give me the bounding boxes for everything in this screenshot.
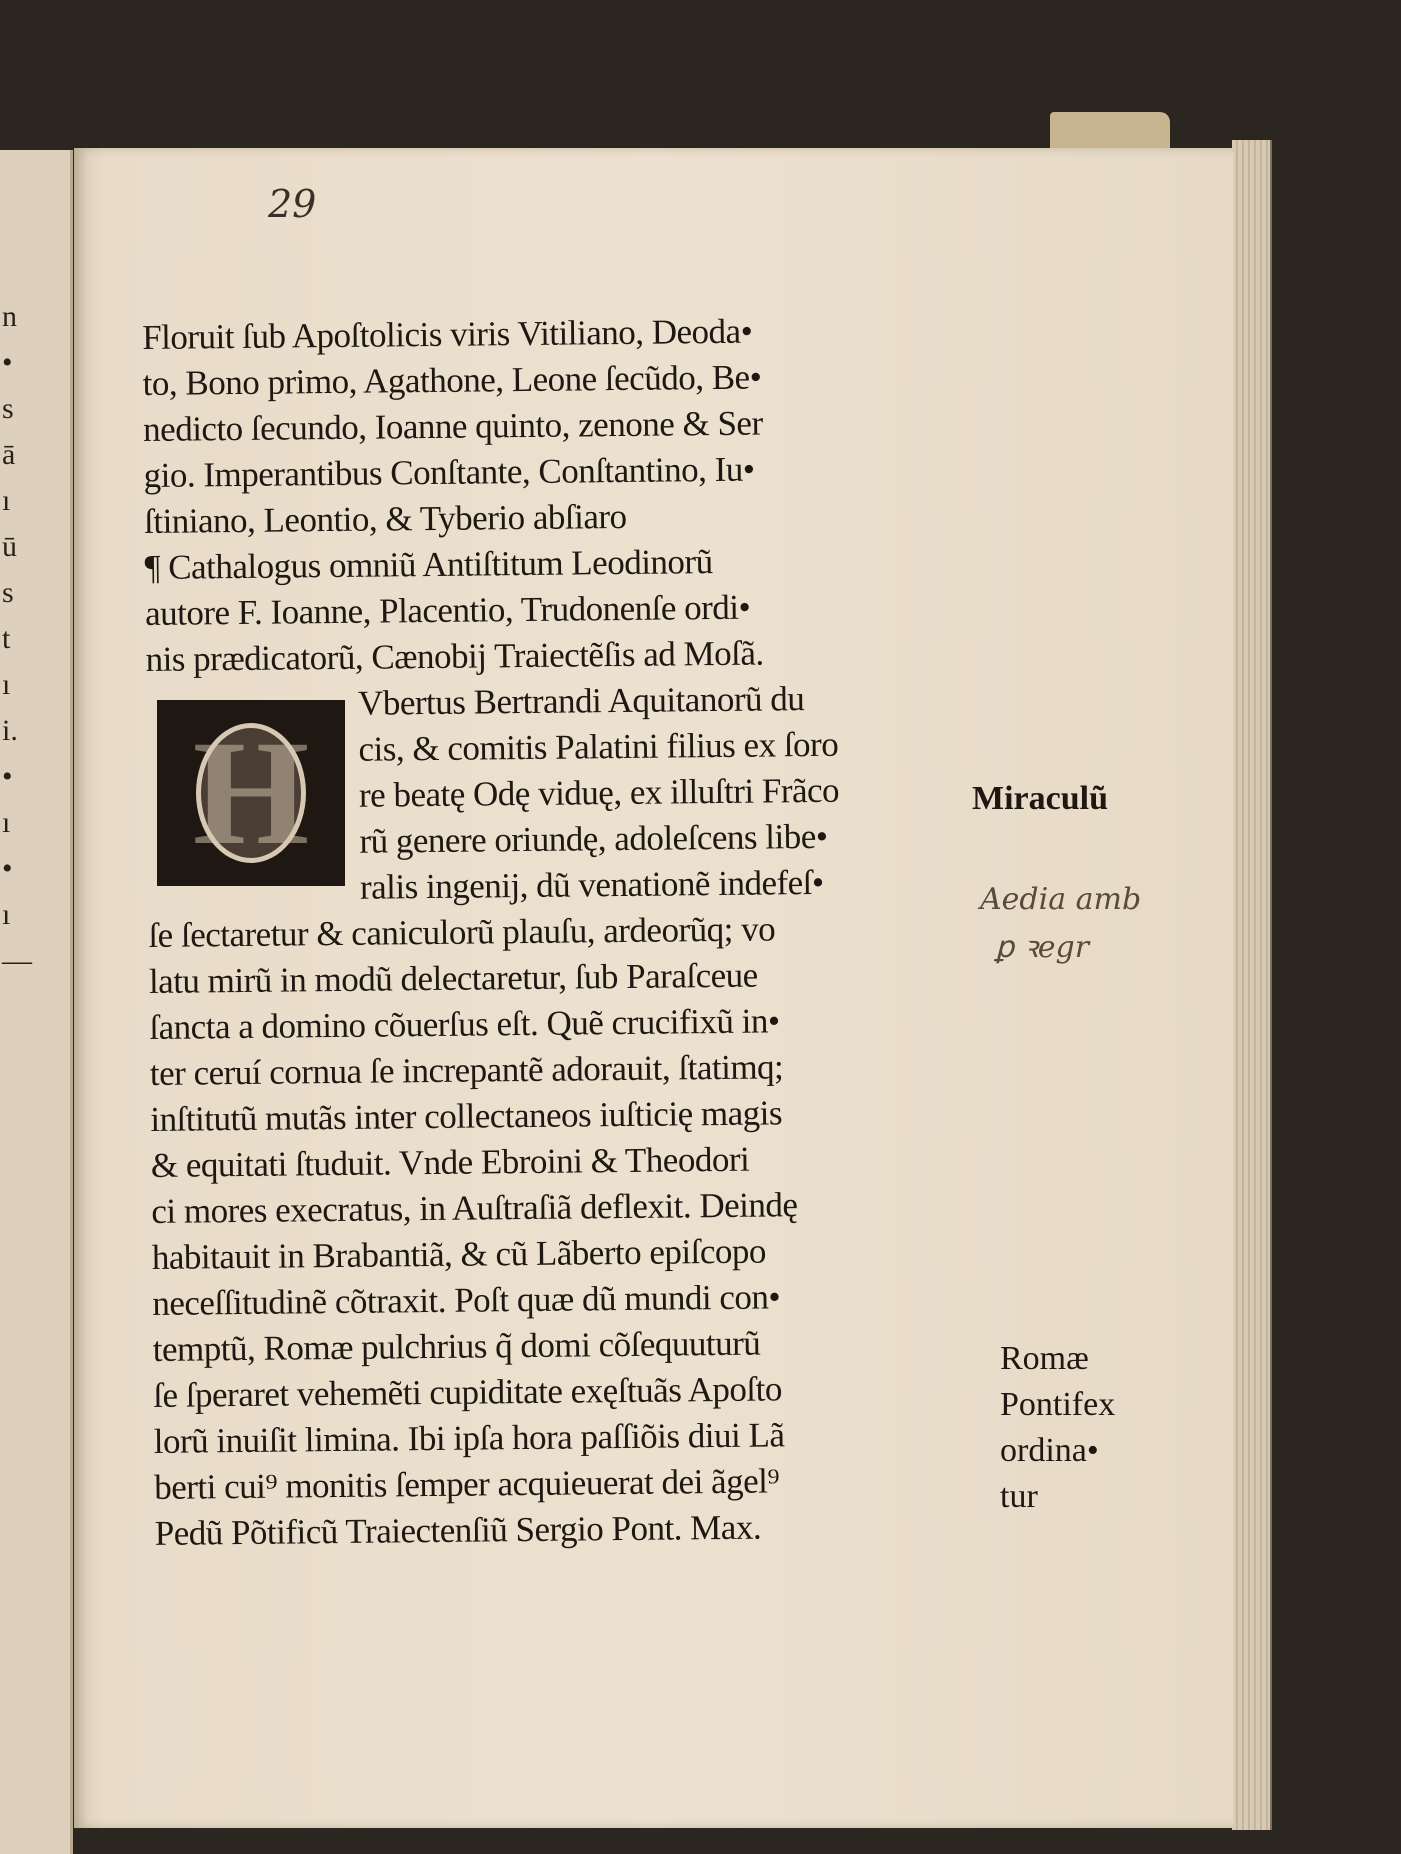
margin-note-ordina: ordina• [1000, 1432, 1099, 1469]
left-page-fragment: i. [2, 714, 18, 747]
text-line: ſtiniano, Leontio, & Tyberio abſiaro [143, 496, 627, 541]
page-tab [1050, 112, 1170, 152]
left-page-fragment: • [2, 852, 13, 885]
text-line: temptũ, Romæ pulchrius q̃ domi cõſequuturũ [152, 1323, 761, 1369]
left-page-fragment: ı [2, 484, 11, 517]
left-page-fragment: • [2, 346, 13, 379]
left-page-fragment: ı [2, 898, 11, 931]
left-page-fragment: ū [2, 530, 17, 563]
left-page-fragment: ı [2, 806, 11, 839]
left-page-fragment: ā [2, 438, 16, 471]
margin-note-pontifex: Pontifex [1000, 1386, 1116, 1423]
drop-cap-woodcut [157, 700, 345, 886]
drop-cap-letter: H [192, 710, 310, 876]
text-line: ralis ingenij, dũ venationẽ indefeſ• [359, 862, 824, 907]
text-line: ſe ſectaretur & caniculorũ plauſu, ardeorũq; vo [148, 909, 776, 955]
handwritten-page-number: 29 [268, 182, 317, 226]
text-line: neceſſitudinẽ cõtraxit. Poſt quæ dũ mundi con• [152, 1277, 781, 1323]
text-line: habitauit in Brabantiã, & cũ Lãberto epiſcopo [151, 1231, 767, 1277]
text-line: gio. Imperantibus Conſtante, Conſtantino, Iu• [143, 449, 755, 495]
text-line: berti cui⁹ monitis ſemper acquieuerat dei ãgel⁹ [154, 1461, 780, 1507]
text-line: ter ceruí cornua ſe increpantẽ adorauit, ſtatimq; [149, 1047, 784, 1093]
text-line: cis, & comitis Palatini filius ex ſoro [358, 724, 839, 769]
text-line: nis prædicatorũ, Cænobij Traiectẽſis ad Moſã. [145, 633, 764, 679]
facing-left-page [0, 150, 73, 1854]
text-line: Floruit ſub Apoſtolicis viris Vitiliano, Deoda• [142, 311, 753, 357]
text-line: autore F. Ioanne, Placentio, Trudonenſe ordi• [144, 587, 751, 633]
left-page-fragment: n [2, 300, 17, 333]
text-line: ¶ Cathalogus omniũ Antiſtitum Leodinorũ [144, 542, 713, 587]
text-line: ci mores execratus, in Auſtraſiã deflexit. Deindę [151, 1185, 798, 1231]
margin-note-romae: Romæ [1000, 1340, 1089, 1377]
handwritten-note-line-1: Aedia amb [980, 882, 1142, 917]
left-page-fragment: — [2, 944, 32, 977]
text-line: ſancta a domino cõuerſus eſt. Quẽ crucifixũ in• [149, 1001, 780, 1047]
text-line: Pedũ Põtificũ Traiectenſiũ Sergio Pont. Max. [154, 1507, 762, 1553]
left-page-fragment: • [2, 760, 13, 793]
handwritten-note-line-2: ꝑ ꝛegr [995, 930, 1090, 965]
page-edges [1232, 140, 1272, 1830]
text-line: to, Bono primo, Agathone, Leone ſecũdo, Be• [142, 357, 762, 403]
margin-note-miraculum: Miraculũ [972, 780, 1108, 817]
text-line: inſtitutũ mutãs inter collectaneos iuſticię magis [150, 1093, 783, 1139]
text-line: lorũ inuiſit limina. Ibi ipſa hora paſſiõis diui Lã [153, 1415, 785, 1461]
text-line: latu mirũ in modũ delectaretur, ſub Paraſceue [148, 955, 758, 1001]
text-line: re beatę Odę viduę, ex illuſtri Frãco [358, 770, 840, 815]
text-line: & equitati ſtuduit. Vnde Ebroini & Theodori [150, 1139, 750, 1185]
text-line: ſe ſperaret vehemẽti cupiditate exęſtuãs Apoſto [153, 1369, 783, 1415]
left-page-fragment: s [2, 392, 14, 425]
left-page-fragment: s [2, 576, 14, 609]
left-page-fragment: ı [2, 668, 11, 701]
text-line: rũ genere oriundę, adoleſcens libe• [359, 816, 828, 861]
text-line: Vbertus Bertrandi Aquitanorũ du [357, 679, 805, 723]
text-line: nedicto ſecundo, Ioanne quinto, zenone & Ser [142, 403, 763, 449]
left-page-fragment: t [2, 622, 11, 655]
margin-note-tur: tur [1000, 1478, 1038, 1515]
